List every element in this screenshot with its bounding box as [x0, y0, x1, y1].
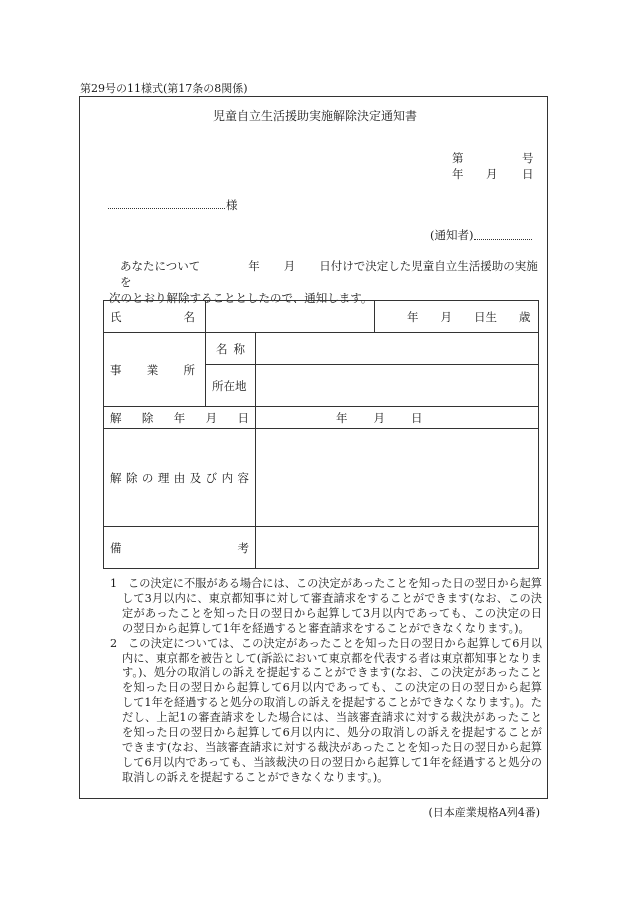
office-name-value-cell — [256, 333, 539, 365]
reason-value-cell — [256, 429, 539, 527]
cancel-date-label-cell: 解 除 年 月 日 — [104, 407, 256, 429]
office-address-value-cell — [256, 365, 539, 407]
info-table — [103, 300, 539, 569]
body-lead: あなたについて — [120, 259, 201, 273]
form-label: 第29号の11様式(第17条の8関係) — [80, 82, 248, 95]
date-day: 日 — [522, 167, 534, 181]
body-line2: 次のとおり解除することとしたので、通知します。 — [109, 291, 373, 305]
birth-cell: 年 月 日生 歳 — [375, 301, 539, 333]
office-address-label-cell: 所在地 — [206, 365, 256, 407]
name-label-cell: 氏 名 — [104, 301, 206, 333]
note-number: 2 — [110, 636, 118, 650]
notifier-label: (通知者) — [430, 228, 474, 242]
notifier-line — [474, 239, 532, 240]
document-title: 児童自立生活援助実施解除決定通知書 — [212, 109, 417, 123]
notes — [110, 577, 542, 786]
addressee-suffix: 様 — [226, 198, 238, 212]
body-day-rest: 日付けで決定した児童自立生活援助の実施を — [120, 259, 538, 289]
reason-label-cell: 解 除 の 理 由 及 び 内 容 — [104, 429, 256, 527]
number-prefix: 第 — [452, 151, 464, 165]
date-year: 年 — [452, 167, 464, 181]
note-number: 1 — [110, 577, 118, 590]
addressee-line — [108, 208, 225, 209]
cancel-date-value-cell: 年 月 日 — [256, 407, 539, 429]
note-item — [110, 637, 542, 786]
note-text: この決定に不服がある場合には、この決定があったことを知った日の翌日から起算して3月以内に、東京都知事に対して審査請求をすることができます(なお、この決定があったことを知った日の翌日から起算して3月以内であっても、この決定の日の翌日から起算して1年を経過すると審査請求をすることができなくなります。)。 — [122, 577, 542, 635]
office-label-cell: 事 業 所 — [104, 333, 206, 407]
note-item — [110, 577, 542, 637]
body-paragraph — [109, 258, 539, 306]
number-suffix: 号 — [522, 151, 534, 165]
date-month: 月 — [486, 167, 498, 181]
office-name-label-cell: 名 称 — [206, 333, 256, 365]
remarks-label-cell: 備 考 — [104, 527, 256, 569]
note-text: この決定については、この決定があったことを知った日の翌日から起算して6月以内に、東京都を被告として(訴訟において東京都を代表する者は東京都知事となります。)、処分の取消しの訴えを提起することができます(なお、この決定があったことを知った日の翌日から起算して6月以内であっても、この決定の日の翌日から起算して1年を経過すると処分の取消しの訴えを提起することができなくなります。)。ただし、上記1の審査請求をした場合には、当該審査請求に対する裁決があったことを知った日の翌日から起算して6月以内に、処分の取消しの訴えを提起することができます(なお、当該審査請求に対する裁決があったことを知った日の翌日から起算して6月以内であっても、当該裁決の日の翌日から起算して1年を経過すると処分の取消しの訴えを提起することができなくなります。)。 — [122, 636, 542, 784]
remarks-value-cell — [256, 527, 539, 569]
footer-note: (日本産業規格A列4番) — [428, 806, 540, 819]
name-value-cell — [206, 301, 375, 333]
body-year: 年 — [248, 259, 260, 273]
body-month: 月 — [283, 259, 296, 273]
